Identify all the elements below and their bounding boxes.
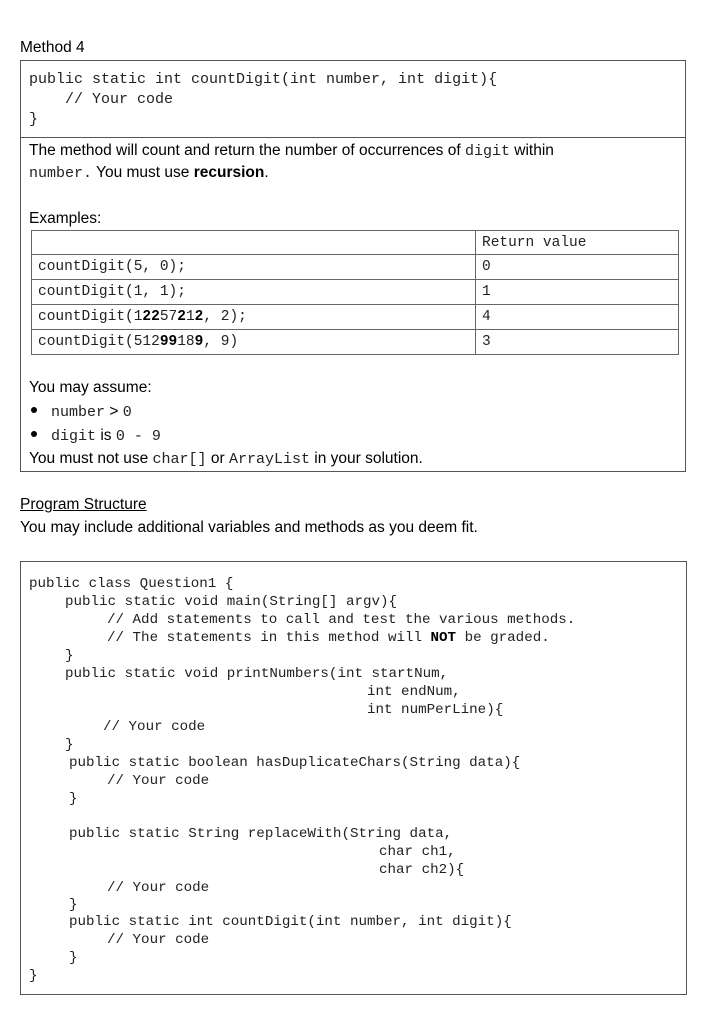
call-text: countDigit(1 [38,309,143,325]
table-row [32,330,679,355]
call-bold: 99 [159,334,178,350]
restriction-text: in your solution. [309,450,423,467]
call-bold: 2 [194,309,204,325]
code-line: char ch1, [379,844,456,860]
program-code-box [20,561,687,995]
method-heading: Method 4 [20,39,85,56]
code-line: char ch2){ [379,862,465,878]
inline-code: char[] [152,451,207,468]
description-line-2 [29,164,269,182]
call-text: countDigit(1, 1); [38,284,186,300]
call-text: , 9) [203,334,239,350]
examples-table [31,230,679,355]
signature-line: public static int countDigit(int number, int digit){ [29,71,498,88]
call-bold: 22 [142,309,160,325]
code-line: public class Question1 { [29,576,234,592]
code-line: public static void main(String[] argv){ [65,594,398,610]
call-bold: 9 [194,334,204,350]
description-text: You must use [92,164,194,181]
code-line: } [69,950,78,966]
program-structure-subtitle: You may include additional variables and methods as you deem fit. [20,519,478,536]
code-line: // Your code [107,932,210,948]
assumption-item [31,427,161,445]
inline-code: digit [464,143,510,160]
call-text: 57 [159,309,178,325]
inline-code: ArrayList [228,451,310,468]
code-line: // Add statements to call and test the various methods. [107,612,576,628]
code-line: } [65,648,74,664]
table-cell-call [32,305,476,330]
assumption-text: is [96,427,116,444]
call-text: countDigit(512 [38,334,160,350]
code-line: // Your code [107,773,210,789]
inline-code: 0 [122,404,132,421]
program-structure-heading: Program Structure [20,496,147,513]
call-text: 18 [177,334,195,350]
call-bold: 2 [177,309,186,325]
code-line: // Your code [103,719,206,735]
bullet-icon [31,431,37,437]
table-row [32,305,679,330]
table-row [32,255,679,280]
description-text: The method will count and return the number of occurrences of [29,142,465,159]
inline-code: digit [51,428,97,445]
table-cell-value: 4 [476,305,679,330]
code-line: // Your code [107,880,210,896]
inline-code: number [51,404,106,421]
table-cell-call [32,330,476,355]
code-line: public static boolean hasDuplicateChars(String data){ [69,755,521,771]
code-line: } [29,968,38,984]
code-line: public static void printNumbers(int startNum, [65,666,449,682]
restriction-text: or [206,450,229,467]
code-line: } [69,897,78,913]
code-line: } [69,791,78,807]
call-text: , 2); [203,309,247,325]
code-line: } [65,737,74,753]
description-text: . [264,164,269,181]
code-line: public static String replaceWith(String data, [69,826,453,842]
table-row [32,280,679,305]
call-text: countDigit(5, 0); [38,259,186,275]
code-line: int numPerLine){ [367,702,504,718]
assume-label: You may assume: [29,379,152,396]
restriction-line [29,450,423,468]
code-line: public static int countDigit(int number, int digit){ [69,914,512,930]
code-text: // The statements in this method will [107,630,431,646]
table-cell-value: 3 [476,330,679,355]
inline-code: number. [29,165,93,182]
call-text: 1 [185,309,195,325]
restriction-text: You must not use [29,450,153,467]
table-cell-value: 1 [476,280,679,305]
table-header-row [32,231,679,255]
code-line [107,630,550,646]
signature-line: // Your code [29,91,174,108]
assumption-item [31,403,132,421]
code-text: be graded. [456,630,550,646]
table-cell-call [32,280,476,305]
signature-line: } [29,111,39,128]
table-cell-value: 0 [476,255,679,280]
inline-code: 0 - 9 [115,428,161,445]
table-cell-call [32,255,476,280]
code-line: int endNum, [367,684,461,700]
description-box [20,138,686,472]
examples-label: Examples: [29,210,102,227]
table-header-cell: Return value [476,231,679,255]
assumption-text: > [105,403,123,420]
description-text: within [509,142,554,159]
bold-text: recursion [193,164,265,181]
bullet-icon [31,407,37,413]
description-line-1 [29,142,554,160]
table-header-cell [32,231,476,255]
method-signature-box [20,60,686,138]
code-bold: NOT [430,630,457,646]
